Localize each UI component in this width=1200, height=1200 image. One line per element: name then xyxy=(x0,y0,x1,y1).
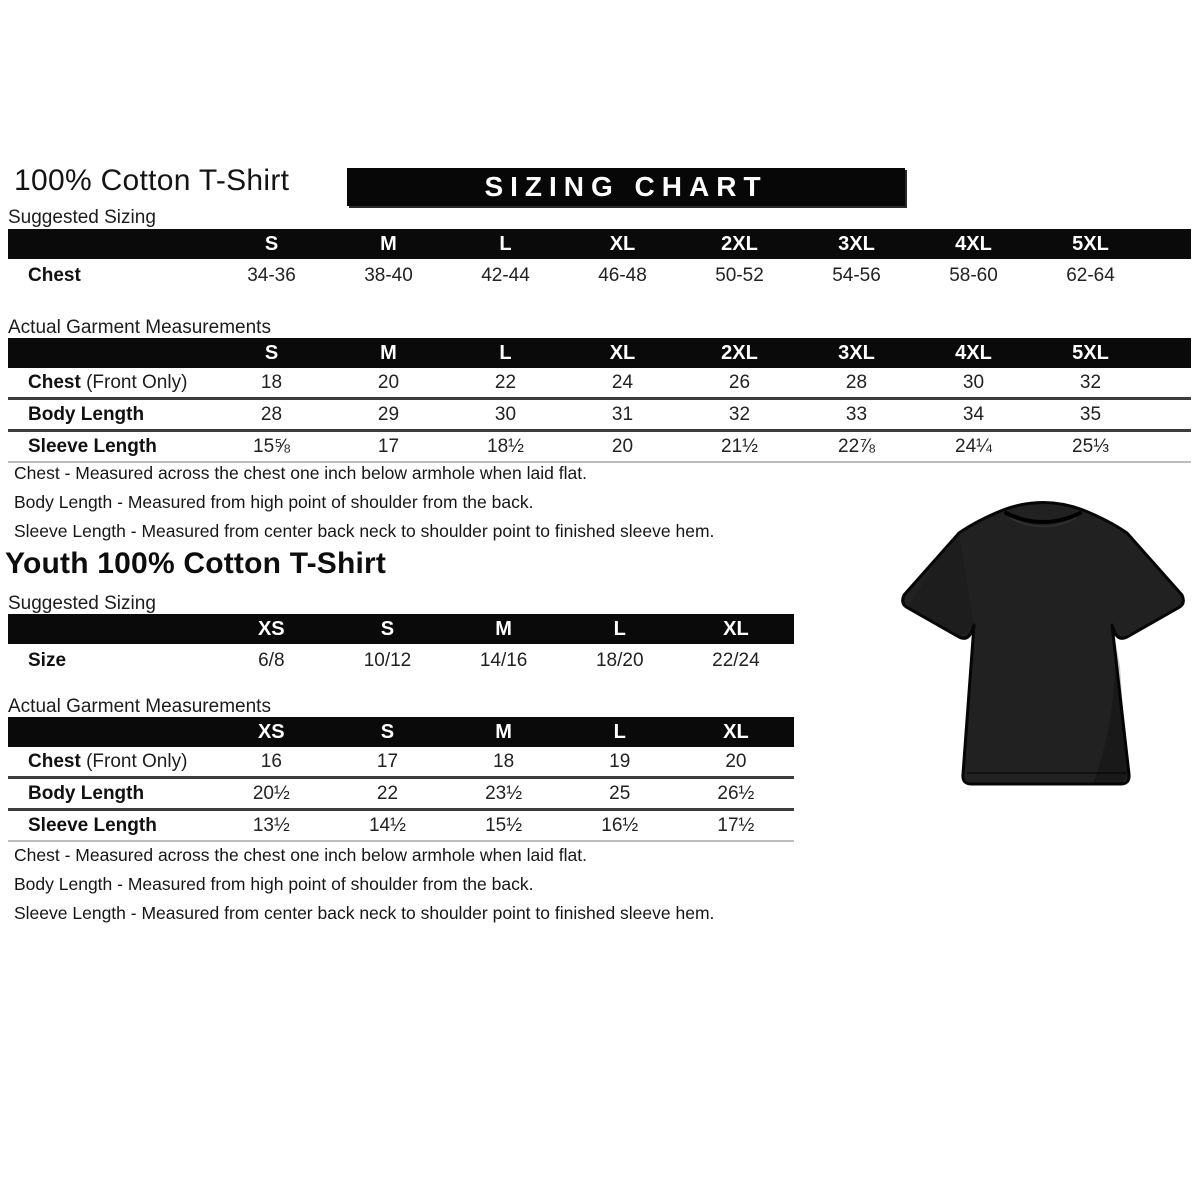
row-label: Body Length xyxy=(8,399,213,431)
measurement-cell: 19 xyxy=(609,750,631,772)
note-line: Body Length - Measured from high point of shoulder from the back. xyxy=(14,492,534,512)
header-pad-cell xyxy=(1149,338,1191,368)
measurement-cell: 10/12 xyxy=(363,649,412,671)
size-column-header: XL xyxy=(678,614,794,644)
size-column-header: S xyxy=(329,614,445,644)
measurement-cell: 17 xyxy=(376,750,399,772)
size-column-header: 2XL xyxy=(681,229,798,259)
measurement-cell: 25⅓ xyxy=(1032,431,1149,463)
empty-header-cell xyxy=(8,614,213,644)
size-column-header: M xyxy=(446,717,562,747)
measurement-cell: 26½ xyxy=(678,778,794,810)
measurement-cell: 26 xyxy=(728,371,751,393)
sizing-chart-banner xyxy=(347,168,905,206)
pad-cell xyxy=(1149,399,1191,431)
pad-cell xyxy=(1149,368,1191,399)
note-line: Chest - Measured across the chest one inch below armhole when laid flat. xyxy=(14,845,587,865)
empty-header-cell xyxy=(8,229,213,259)
youth-suggested-header-row xyxy=(8,614,794,644)
empty-header-cell xyxy=(8,717,213,747)
measurement-cell: 30 xyxy=(447,399,564,431)
measurement-cell: 21½ xyxy=(681,431,798,463)
measurement-cell: 22 xyxy=(494,371,517,393)
note-line: Sleeve Length - Measured from center back neck to shoulder point to finished sleeve hem. xyxy=(14,903,715,923)
youth-actual-measurements-table xyxy=(8,717,794,842)
youth-suggested-sizing-label: Suggested Sizing xyxy=(8,593,156,614)
measurement-cell: 25 xyxy=(562,778,678,810)
measurement-cell: 13½ xyxy=(213,810,329,842)
measurement-cell: 20 xyxy=(564,431,681,463)
empty-header-cell xyxy=(8,338,213,368)
measurement-cell: 16½ xyxy=(562,810,678,842)
tshirt-body-shape xyxy=(903,503,1184,785)
measurement-cell: 28 xyxy=(845,371,868,393)
sizing-chart-banner-text: SIZING CHART xyxy=(484,171,768,202)
measurement-cell: 14½ xyxy=(329,810,445,842)
measurement-cell: 46-48 xyxy=(598,264,647,286)
table-row xyxy=(8,778,794,810)
size-column-header: 3XL xyxy=(798,338,915,368)
size-column-header: XS xyxy=(213,614,329,644)
size-column-header: 2XL xyxy=(681,338,798,368)
youth-section-title: Youth 100% Cotton T-Shirt xyxy=(5,547,387,580)
measurement-cell: 33 xyxy=(798,399,915,431)
measurement-cell: 28 xyxy=(213,399,330,431)
measurement-cell: 17½ xyxy=(678,810,794,842)
measurement-cell: 34-36 xyxy=(247,264,296,286)
measurement-cell: 32 xyxy=(1079,371,1102,393)
measurement-cell: 29 xyxy=(330,399,447,431)
adult-measurement-notes xyxy=(14,459,714,546)
measurement-cell: 24 xyxy=(611,371,634,393)
youth-actual-measurements-label: Actual Garment Measurements xyxy=(8,696,271,717)
row-label: Sleeve Length xyxy=(8,810,213,842)
adult-section-title: 100% Cotton T-Shirt xyxy=(14,164,290,197)
youth-measurement-notes xyxy=(14,841,714,928)
measurement-cell: 35 xyxy=(1032,399,1149,431)
measurement-cell: 22 xyxy=(329,778,445,810)
size-column-header: M xyxy=(330,338,447,368)
measurement-cell: 62-64 xyxy=(1066,264,1115,286)
adult-actual-measurements-table xyxy=(8,338,1191,463)
measurement-cell: 32 xyxy=(681,399,798,431)
adult-suggested-sizing-table xyxy=(8,229,1191,292)
black-tshirt-image xyxy=(893,475,1193,827)
measurement-cell: 18 xyxy=(493,750,515,772)
measurement-cell: 15⅝ xyxy=(213,431,330,463)
measurement-cell: 18/20 xyxy=(595,649,644,671)
measurement-cell: 17 xyxy=(330,431,447,463)
table-row xyxy=(8,431,1191,463)
measurement-cell: 23½ xyxy=(446,778,562,810)
row-label: Chest (Front Only) xyxy=(28,371,188,393)
measurement-cell: 31 xyxy=(564,399,681,431)
pad-cell xyxy=(1149,259,1191,292)
row-label: Size xyxy=(28,649,67,671)
measurement-cell: 14/16 xyxy=(479,649,528,671)
size-column-header: 4XL xyxy=(915,229,1032,259)
pad-cell xyxy=(1149,431,1191,463)
note-line: Chest - Measured across the chest one inch below armhole when laid flat. xyxy=(14,463,587,483)
measurement-cell: 22⅞ xyxy=(798,431,915,463)
size-column-header: 3XL xyxy=(798,229,915,259)
row-label: Chest (Front Only) xyxy=(28,750,188,772)
size-column-header: L xyxy=(562,614,678,644)
size-column-header: S xyxy=(213,338,330,368)
measurement-cell: 15½ xyxy=(446,810,562,842)
size-column-header: XL xyxy=(678,717,794,747)
measurement-cell: 22/24 xyxy=(712,649,760,671)
measurement-cell: 42-44 xyxy=(481,264,530,286)
table-row xyxy=(8,399,1191,431)
measurement-cell: 20 xyxy=(725,750,747,772)
measurement-cell: 18½ xyxy=(447,431,564,463)
measurement-cell: 24¼ xyxy=(915,431,1032,463)
measurement-cell: 58-60 xyxy=(949,264,998,286)
size-column-header: L xyxy=(447,229,564,259)
measurement-cell: 30 xyxy=(962,371,985,393)
measurement-cell: 18 xyxy=(260,371,283,393)
size-column-header: L xyxy=(447,338,564,368)
size-column-header: L xyxy=(562,717,678,747)
measurement-cell: 6/8 xyxy=(258,649,285,671)
size-column-header: 5XL xyxy=(1032,338,1149,368)
youth-suggested-sizing-table xyxy=(8,614,794,677)
size-column-header: 4XL xyxy=(915,338,1032,368)
table-row xyxy=(8,747,794,778)
size-column-header: XL xyxy=(564,229,681,259)
measurement-cell: 50-52 xyxy=(715,264,764,286)
adult-actual-measurements-label: Actual Garment Measurements xyxy=(8,317,271,338)
size-column-header: 5XL xyxy=(1032,229,1149,259)
header-pad-cell xyxy=(1149,229,1191,259)
measurement-cell: 34 xyxy=(915,399,1032,431)
row-label: Sleeve Length xyxy=(8,431,213,463)
row-label: Chest xyxy=(28,264,81,286)
measurement-cell: 54-56 xyxy=(832,264,881,286)
adult-suggested-header-row xyxy=(8,229,1191,259)
note-line: Sleeve Length - Measured from center back neck to shoulder point to finished sleeve hem. xyxy=(14,521,715,541)
size-column-header: S xyxy=(213,229,330,259)
size-column-header: M xyxy=(330,229,447,259)
size-column-header: M xyxy=(446,614,562,644)
measurement-cell: 38-40 xyxy=(364,264,413,286)
table-row xyxy=(8,644,794,677)
measurement-cell: 16 xyxy=(260,750,282,772)
size-column-header: S xyxy=(329,717,445,747)
adult-actual-header-row xyxy=(8,338,1191,368)
size-column-header: XS xyxy=(213,717,329,747)
table-row xyxy=(8,259,1191,292)
note-line: Body Length - Measured from high point of shoulder from the back. xyxy=(14,874,534,894)
table-row xyxy=(8,368,1191,399)
row-label: Body Length xyxy=(8,778,213,810)
size-column-header: XL xyxy=(564,338,681,368)
measurement-cell: 20 xyxy=(377,371,400,393)
youth-actual-header-row xyxy=(8,717,794,747)
measurement-cell: 20½ xyxy=(213,778,329,810)
adult-suggested-sizing-label: Suggested Sizing xyxy=(8,207,156,228)
table-row xyxy=(8,810,794,842)
